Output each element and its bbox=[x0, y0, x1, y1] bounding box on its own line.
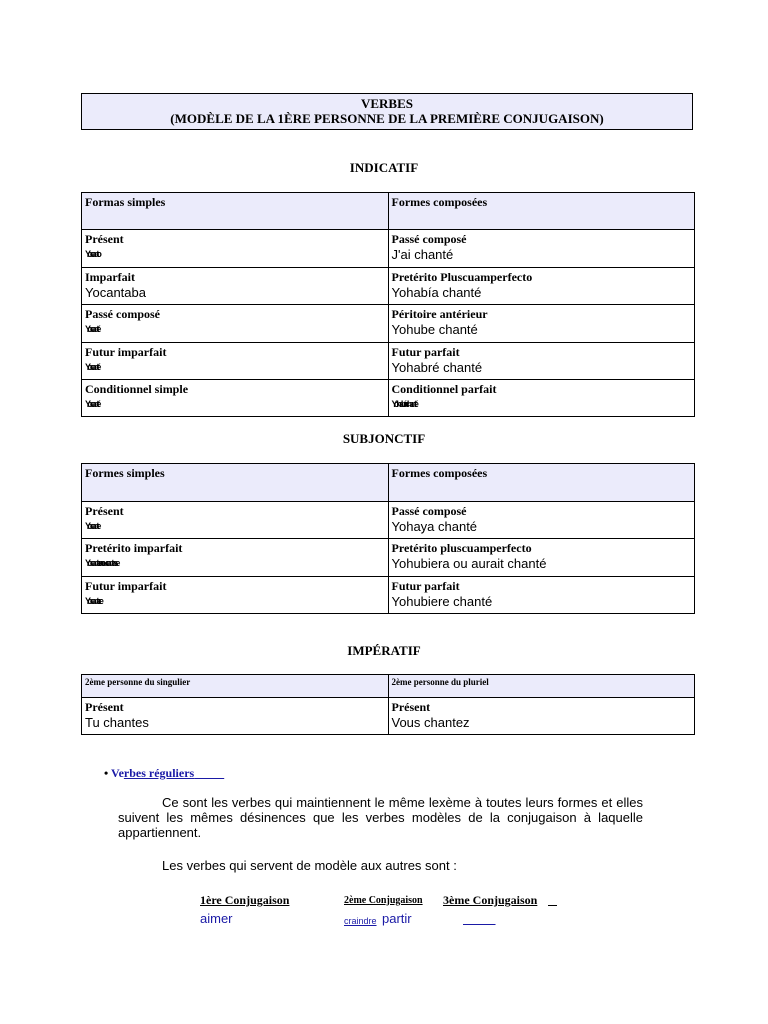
definition-paragraph: Ce sont les verbes qui maintiennent le même lexème à toutes leurs formes et elles suivent les mêmes désinences que les verbes modèles de la conjugaison à laquelle appartiennent. bbox=[118, 795, 643, 840]
table-header-row bbox=[82, 464, 695, 502]
tense-label: Futur imparfait bbox=[85, 345, 167, 359]
tense-label: Pretérito pluscuamperfecto bbox=[391, 541, 532, 555]
conj3-label: 3ème Conjugaison bbox=[443, 893, 538, 907]
table-cell bbox=[388, 502, 695, 539]
table-header-row bbox=[82, 675, 695, 698]
tense-label: Péritoire antérieur bbox=[391, 307, 488, 321]
conj2-model-link[interactable]: craindre bbox=[344, 916, 377, 926]
table-cell bbox=[388, 380, 695, 417]
verbes-reguliers-link[interactable]: rbes réguliers bbox=[123, 766, 195, 780]
document-subtitle: (MODÈLE DE LA 1ÈRE PERSONNE DE LA PREMIÈRE CONJUGAISON) bbox=[170, 111, 604, 126]
tense-value: Yocantaba bbox=[85, 285, 146, 300]
tense-value: Yocanté bbox=[85, 362, 99, 372]
tense-label: Conditionnel parfait bbox=[391, 382, 497, 396]
tense-value: Yohubiera ou aurait chanté bbox=[391, 556, 547, 571]
header-cell: Formas simples bbox=[82, 193, 389, 230]
tense-value: Yohabía chanté bbox=[391, 285, 482, 300]
imperatif-table bbox=[81, 674, 695, 735]
table-header-row bbox=[82, 193, 695, 230]
subjonctif-heading: SUBJONCTIF bbox=[342, 431, 426, 446]
tense-value: Yohabría chanté bbox=[391, 399, 416, 409]
table-cell bbox=[388, 698, 695, 735]
tense-label: Futur imparfait bbox=[85, 579, 167, 593]
table-cell bbox=[82, 698, 389, 735]
blank-link-underline bbox=[463, 911, 496, 926]
table-cell bbox=[388, 230, 695, 268]
tense-value: Yohubiere chanté bbox=[391, 594, 493, 609]
table-row bbox=[82, 502, 695, 539]
tense-label: Passé composé bbox=[391, 504, 467, 518]
table-row bbox=[82, 698, 695, 735]
table-row bbox=[82, 380, 695, 417]
table-cell bbox=[82, 230, 389, 268]
tense-value: Yocanto bbox=[85, 249, 99, 259]
tense-label: Présent bbox=[85, 232, 124, 246]
tense-label: Présent bbox=[85, 504, 124, 518]
document-title: VERBES bbox=[360, 96, 414, 111]
table-cell bbox=[82, 577, 389, 614]
tense-label: Imparfait bbox=[85, 270, 135, 284]
table-cell bbox=[82, 305, 389, 343]
heading-underline-trail bbox=[194, 766, 224, 780]
conj3-underline-trail bbox=[548, 893, 557, 908]
tense-label: Présent bbox=[85, 700, 124, 714]
tense-value: J'ai chanté bbox=[391, 247, 454, 262]
table-cell bbox=[388, 577, 695, 614]
header-cell: 2ème personne du pluriel bbox=[388, 675, 695, 698]
tense-label: Passé composé bbox=[391, 232, 467, 246]
tense-value: Tu chantes bbox=[85, 715, 149, 730]
tense-label: Futur parfait bbox=[391, 345, 460, 359]
document-title-box bbox=[81, 93, 693, 130]
table-row bbox=[82, 230, 695, 268]
table-cell bbox=[82, 268, 389, 305]
header-cell: Formes composées bbox=[388, 464, 695, 502]
conj2-label: 2ème Conjugaison bbox=[344, 895, 423, 906]
tense-value: Yocanté bbox=[85, 324, 99, 334]
tense-value: Yohaya chanté bbox=[391, 519, 478, 534]
tense-value: Yocantare bbox=[85, 596, 101, 606]
table-cell bbox=[82, 539, 389, 577]
tense-label: Passé composé bbox=[85, 307, 160, 321]
table-cell bbox=[388, 268, 695, 305]
table-row bbox=[82, 268, 695, 305]
conj3-model-link[interactable]: partir bbox=[382, 911, 412, 926]
table-row bbox=[82, 539, 695, 577]
tense-value: Yocantara ou cantase bbox=[85, 558, 118, 568]
table-cell bbox=[388, 305, 695, 343]
tense-label: Présent bbox=[391, 700, 431, 714]
table-cell bbox=[82, 343, 389, 380]
conj1-model-link[interactable]: aimer bbox=[200, 911, 233, 926]
verbes-reguliers-heading bbox=[104, 766, 224, 781]
table-row bbox=[82, 577, 695, 614]
table-cell bbox=[82, 502, 389, 539]
table-cell bbox=[388, 343, 695, 380]
indicatif-table bbox=[81, 192, 695, 417]
header-cell: Formes composées bbox=[388, 193, 695, 230]
imperatif-heading: IMPÉRATIF bbox=[347, 643, 421, 658]
tense-value: Yohabré chanté bbox=[391, 360, 483, 375]
models-intro: Les verbes qui servent de modèle aux autres sont : bbox=[162, 858, 457, 873]
tense-value: Yocanté bbox=[85, 399, 99, 409]
subjonctif-table bbox=[81, 463, 695, 614]
table-row bbox=[82, 343, 695, 380]
tense-value: Yohube chanté bbox=[391, 322, 478, 337]
tense-value: Yocante bbox=[85, 521, 99, 531]
tense-label: Pretérito imparfait bbox=[85, 541, 183, 555]
indicatif-heading: INDICATIF bbox=[349, 160, 419, 175]
table-cell bbox=[388, 539, 695, 577]
conj1-label: 1ère Conjugaison bbox=[200, 893, 290, 907]
tense-label: Futur parfait bbox=[391, 579, 460, 593]
table-row bbox=[82, 305, 695, 343]
tense-label: Conditionnel simple bbox=[85, 382, 189, 396]
tense-value: Vous chantez bbox=[391, 715, 470, 730]
tense-label: Pretérito Pluscuamperfecto bbox=[391, 270, 533, 284]
header-cell: Formes simples bbox=[82, 464, 389, 502]
bullet-marker: • bbox=[104, 766, 109, 780]
heading-prefix: Ve bbox=[111, 766, 124, 780]
header-cell: 2ème personne du singulier bbox=[82, 675, 389, 698]
table-cell bbox=[82, 380, 389, 417]
